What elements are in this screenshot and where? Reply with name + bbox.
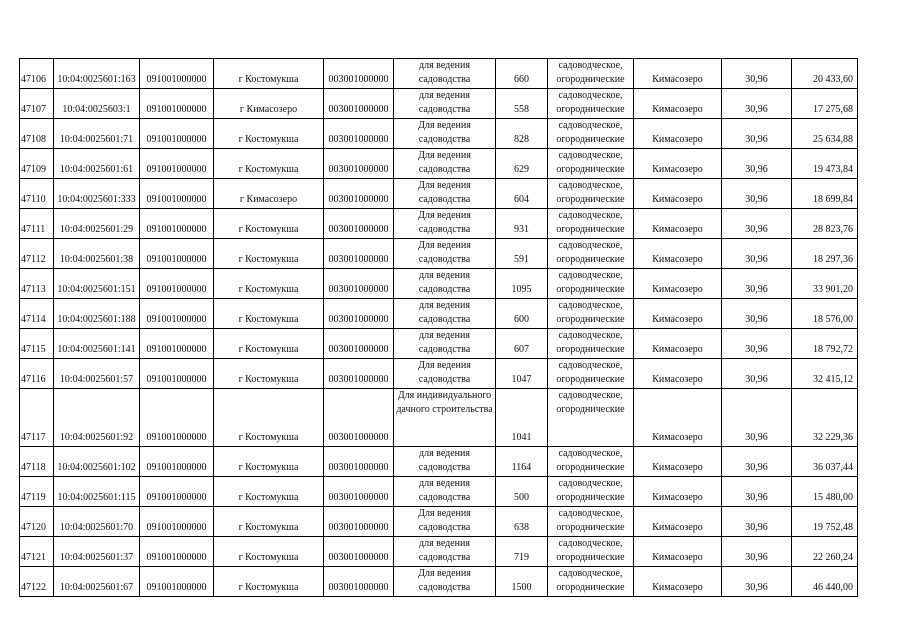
oktmo-code-cell: 091001000000 — [140, 209, 214, 239]
cadastral-value-cell: 19 473,84 — [792, 149, 858, 179]
settlement-cell: г Костомукша — [214, 149, 324, 179]
permitted-use-cell: Для ведения садоводства — [394, 239, 496, 269]
table-row — [20, 537, 858, 567]
row-number-cell: 47118 — [20, 447, 54, 477]
permitted-use-cell: Для ведения садоводства — [394, 507, 496, 537]
row-number-cell: 47107 — [20, 89, 54, 119]
table-row — [20, 209, 858, 239]
land-category-cell: садоводческое, огороднические — [548, 477, 634, 507]
settlement-cell: г Костомукша — [214, 447, 324, 477]
row-number-cell: 47115 — [20, 329, 54, 359]
cadastral-number-cell: 10:04:0025601:38 — [54, 239, 140, 269]
table-row — [20, 89, 858, 119]
row-number-cell: 47116 — [20, 359, 54, 389]
object-code-cell: 003001000000 — [324, 179, 394, 209]
cadastral-value-cell: 32 415,12 — [792, 359, 858, 389]
table-row — [20, 507, 858, 537]
cadastral-number-cell: 10:04:0025601:57 — [54, 359, 140, 389]
row-number-cell: 47109 — [20, 149, 54, 179]
cadastral-number-cell: 10:04:0025601:333 — [54, 179, 140, 209]
row-number-cell: 47108 — [20, 119, 54, 149]
object-code-cell: 003001000000 — [324, 59, 394, 89]
row-number-cell: 47120 — [20, 507, 54, 537]
location-cell: Кимасозеро — [634, 329, 722, 359]
permitted-use-cell: для ведения садоводства — [394, 477, 496, 507]
land-category-cell: садоводческое, огороднические — [548, 567, 634, 597]
location-cell: Кимасозеро — [634, 209, 722, 239]
specific-value-cell: 30,96 — [722, 179, 792, 209]
object-code-cell: 003001000000 — [324, 359, 394, 389]
settlement-cell: г Костомукша — [214, 269, 324, 299]
permitted-use-cell: Для ведения садоводства — [394, 567, 496, 597]
oktmo-code-cell: 091001000000 — [140, 149, 214, 179]
location-cell: Кимасозеро — [634, 119, 722, 149]
specific-value-cell: 30,96 — [722, 209, 792, 239]
oktmo-code-cell: 091001000000 — [140, 389, 214, 447]
oktmo-code-cell: 091001000000 — [140, 359, 214, 389]
settlement-cell: г Костомукша — [214, 389, 324, 447]
permitted-use-cell: для ведения садоводства — [394, 269, 496, 299]
specific-value-cell: 30,96 — [722, 567, 792, 597]
row-number-cell: 47114 — [20, 299, 54, 329]
land-category-cell: садоводческое, огороднические — [548, 119, 634, 149]
row-number-cell: 47117 — [20, 389, 54, 447]
cadastral-number-cell: 10:04:0025601:70 — [54, 507, 140, 537]
object-code-cell: 003001000000 — [324, 119, 394, 149]
oktmo-code-cell: 091001000000 — [140, 239, 214, 269]
location-cell: Кимасозеро — [634, 89, 722, 119]
object-code-cell: 003001000000 — [324, 329, 394, 359]
permitted-use-cell: для ведения садоводства — [394, 299, 496, 329]
specific-value-cell: 30,96 — [722, 299, 792, 329]
table-row — [20, 149, 858, 179]
permitted-use-cell: для ведения садоводства — [394, 59, 496, 89]
row-number-cell: 47121 — [20, 537, 54, 567]
specific-value-cell: 30,96 — [722, 149, 792, 179]
permitted-use-cell: Для ведения садоводства — [394, 209, 496, 239]
location-cell: Кимасозеро — [634, 239, 722, 269]
area-cell: 1041 — [496, 389, 548, 447]
cadastral-number-cell: 10:04:0025601:37 — [54, 537, 140, 567]
permitted-use-cell: Для ведения садоводства — [394, 149, 496, 179]
row-number-cell: 47119 — [20, 477, 54, 507]
oktmo-code-cell: 091001000000 — [140, 119, 214, 149]
oktmo-code-cell: 091001000000 — [140, 447, 214, 477]
permitted-use-cell: Для ведения садоводства — [394, 119, 496, 149]
row-number-cell: 47111 — [20, 209, 54, 239]
oktmo-code-cell: 091001000000 — [140, 179, 214, 209]
cadastral-value-cell: 33 901,20 — [792, 269, 858, 299]
location-cell: Кимасозеро — [634, 567, 722, 597]
table-row — [20, 119, 858, 149]
area-cell: 1047 — [496, 359, 548, 389]
object-code-cell: 003001000000 — [324, 567, 394, 597]
specific-value-cell: 30,96 — [722, 329, 792, 359]
settlement-cell: г Костомукша — [214, 359, 324, 389]
settlement-cell: г Костомукша — [214, 209, 324, 239]
cadastral-number-cell: 10:04:0025601:141 — [54, 329, 140, 359]
land-category-cell: садоводческое, огороднические — [548, 179, 634, 209]
specific-value-cell: 30,96 — [722, 447, 792, 477]
cadastral-value-cell: 25 634,88 — [792, 119, 858, 149]
object-code-cell: 003001000000 — [324, 299, 394, 329]
specific-value-cell: 30,96 — [722, 507, 792, 537]
settlement-cell: г Костомукша — [214, 59, 324, 89]
object-code-cell: 003001000000 — [324, 89, 394, 119]
object-code-cell: 003001000000 — [324, 239, 394, 269]
location-cell: Кимасозеро — [634, 59, 722, 89]
settlement-cell: г Костомукша — [214, 507, 324, 537]
cadastral-value-cell: 18 576,00 — [792, 299, 858, 329]
specific-value-cell: 30,96 — [722, 269, 792, 299]
settlement-cell: г Кимасозеро — [214, 179, 324, 209]
area-cell: 719 — [496, 537, 548, 567]
table-row — [20, 299, 858, 329]
settlement-cell: г Костомукша — [214, 239, 324, 269]
settlement-cell: г Костомукша — [214, 567, 324, 597]
row-number-cell: 47110 — [20, 179, 54, 209]
object-code-cell: 003001000000 — [324, 477, 394, 507]
permitted-use-cell: Для ведения садоводства — [394, 359, 496, 389]
area-cell: 1095 — [496, 269, 548, 299]
object-code-cell: 003001000000 — [324, 269, 394, 299]
permitted-use-cell: для ведения садоводства — [394, 447, 496, 477]
land-category-cell: садоводческое, огороднические — [548, 359, 634, 389]
land-category-cell: садоводческое, огороднические — [548, 447, 634, 477]
cadastral-value-cell: 15 480,00 — [792, 477, 858, 507]
oktmo-code-cell: 091001000000 — [140, 507, 214, 537]
cadastral-value-cell: 18 792,72 — [792, 329, 858, 359]
cadastral-value-cell: 28 823,76 — [792, 209, 858, 239]
table-row — [20, 59, 858, 89]
oktmo-code-cell: 091001000000 — [140, 269, 214, 299]
permitted-use-cell: Для индивидуального дачного строительства — [394, 389, 496, 447]
cadastral-value-cell: 17 275,68 — [792, 89, 858, 119]
permitted-use-cell: для ведения садоводства — [394, 537, 496, 567]
location-cell: Кимасозеро — [634, 477, 722, 507]
cadastral-value-cell: 18 699,84 — [792, 179, 858, 209]
cadastral-value-cell: 32 229,36 — [792, 389, 858, 447]
land-category-cell: садоводческое, огороднические — [548, 389, 634, 447]
oktmo-code-cell: 091001000000 — [140, 59, 214, 89]
land-plot-table — [19, 58, 858, 597]
land-category-cell: садоводческое, огороднические — [548, 269, 634, 299]
cadastral-number-cell: 10:04:0025601:102 — [54, 447, 140, 477]
area-cell: 604 — [496, 179, 548, 209]
cadastral-number-cell: 10:04:0025601:71 — [54, 119, 140, 149]
cadastral-number-cell: 10:04:0025601:188 — [54, 299, 140, 329]
table-row — [20, 477, 858, 507]
object-code-cell: 003001000000 — [324, 447, 394, 477]
cadastral-value-cell: 36 037,44 — [792, 447, 858, 477]
cadastral-value-cell: 22 260,24 — [792, 537, 858, 567]
area-cell: 607 — [496, 329, 548, 359]
table-row — [20, 239, 858, 269]
location-cell: Кимасозеро — [634, 269, 722, 299]
area-cell: 558 — [496, 89, 548, 119]
cadastral-number-cell: 10:04:0025603:1 — [54, 89, 140, 119]
area-cell: 591 — [496, 239, 548, 269]
table-row — [20, 567, 858, 597]
table-body — [20, 59, 858, 597]
object-code-cell: 003001000000 — [324, 389, 394, 447]
row-number-cell: 47122 — [20, 567, 54, 597]
land-category-cell: садоводческое, огороднические — [548, 299, 634, 329]
oktmo-code-cell: 091001000000 — [140, 477, 214, 507]
settlement-cell: г Костомукша — [214, 119, 324, 149]
oktmo-code-cell: 091001000000 — [140, 329, 214, 359]
land-category-cell: садоводческое, огороднические — [548, 329, 634, 359]
row-number-cell: 47112 — [20, 239, 54, 269]
table-row — [20, 447, 858, 477]
land-category-cell: садоводческое, огороднические — [548, 149, 634, 179]
specific-value-cell: 30,96 — [722, 59, 792, 89]
area-cell: 600 — [496, 299, 548, 329]
location-cell: Кимасозеро — [634, 299, 722, 329]
land-category-cell: садоводческое, огороднические — [548, 89, 634, 119]
row-number-cell: 47106 — [20, 59, 54, 89]
area-cell: 931 — [496, 209, 548, 239]
area-cell: 1500 — [496, 567, 548, 597]
settlement-cell: г Кимасозеро — [214, 89, 324, 119]
area-cell: 660 — [496, 59, 548, 89]
location-cell: Кимасозеро — [634, 359, 722, 389]
cadastral-number-cell: 10:04:0025601:67 — [54, 567, 140, 597]
specific-value-cell: 30,96 — [722, 389, 792, 447]
settlement-cell: г Костомукша — [214, 537, 324, 567]
location-cell: Кимасозеро — [634, 149, 722, 179]
settlement-cell: г Костомукша — [214, 329, 324, 359]
land-category-cell: садоводческое, огороднические — [548, 537, 634, 567]
table-row — [20, 389, 858, 447]
object-code-cell: 003001000000 — [324, 149, 394, 179]
specific-value-cell: 30,96 — [722, 89, 792, 119]
location-cell: Кимасозеро — [634, 537, 722, 567]
specific-value-cell: 30,96 — [722, 359, 792, 389]
land-category-cell: садоводческое, огороднические — [548, 209, 634, 239]
cadastral-value-cell: 46 440,00 — [792, 567, 858, 597]
oktmo-code-cell: 091001000000 — [140, 537, 214, 567]
location-cell: Кимасозеро — [634, 507, 722, 537]
cadastral-number-cell: 10:04:0025601:115 — [54, 477, 140, 507]
cadastral-number-cell: 10:04:0025601:61 — [54, 149, 140, 179]
area-cell: 638 — [496, 507, 548, 537]
table-row — [20, 269, 858, 299]
specific-value-cell: 30,96 — [722, 119, 792, 149]
cadastral-number-cell: 10:04:0025601:163 — [54, 59, 140, 89]
specific-value-cell: 30,96 — [722, 239, 792, 269]
settlement-cell: г Костомукша — [214, 299, 324, 329]
object-code-cell: 003001000000 — [324, 537, 394, 567]
oktmo-code-cell: 091001000000 — [140, 89, 214, 119]
permitted-use-cell: Для ведения садоводства — [394, 179, 496, 209]
permitted-use-cell: для ведения садоводства — [394, 89, 496, 119]
table-row — [20, 179, 858, 209]
row-number-cell: 47113 — [20, 269, 54, 299]
location-cell: Кимасозеро — [634, 389, 722, 447]
cadastral-value-cell: 18 297,36 — [792, 239, 858, 269]
object-code-cell: 003001000000 — [324, 507, 394, 537]
cadastral-number-cell: 10:04:0025601:92 — [54, 389, 140, 447]
table-row — [20, 359, 858, 389]
land-category-cell: садоводческое, огороднические — [548, 59, 634, 89]
cadastral-number-cell: 10:04:0025601:29 — [54, 209, 140, 239]
area-cell: 828 — [496, 119, 548, 149]
specific-value-cell: 30,96 — [722, 477, 792, 507]
table-row — [20, 329, 858, 359]
area-cell: 629 — [496, 149, 548, 179]
cadastral-number-cell: 10:04:0025601:151 — [54, 269, 140, 299]
oktmo-code-cell: 091001000000 — [140, 299, 214, 329]
settlement-cell: г Костомукша — [214, 477, 324, 507]
area-cell: 1164 — [496, 447, 548, 477]
object-code-cell: 003001000000 — [324, 209, 394, 239]
cadastral-value-cell: 20 433,60 — [792, 59, 858, 89]
land-category-cell: садоводческое, огороднические — [548, 507, 634, 537]
land-category-cell: садоводческое, огороднические — [548, 239, 634, 269]
cadastral-value-cell: 19 752,48 — [792, 507, 858, 537]
oktmo-code-cell: 091001000000 — [140, 567, 214, 597]
area-cell: 500 — [496, 477, 548, 507]
specific-value-cell: 30,96 — [722, 537, 792, 567]
permitted-use-cell: для ведения садоводства — [394, 329, 496, 359]
location-cell: Кимасозеро — [634, 447, 722, 477]
location-cell: Кимасозеро — [634, 179, 722, 209]
